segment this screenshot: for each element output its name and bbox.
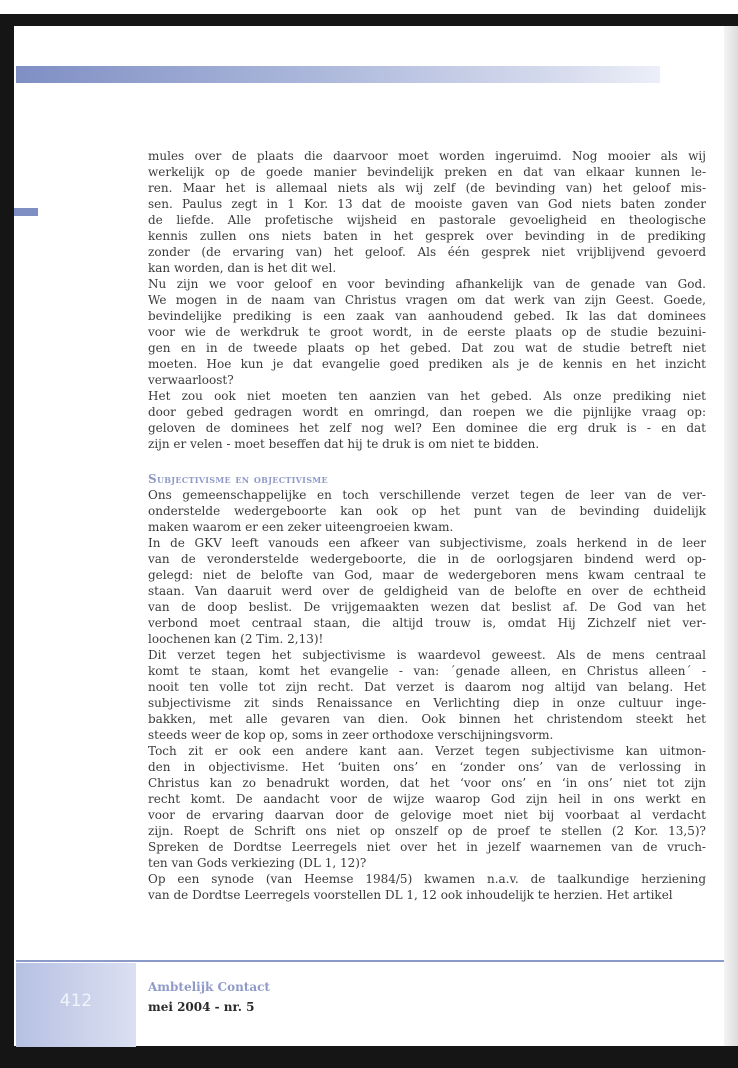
text-line: Nu zijn we voor geloof en voor bevinding afhankelijk van de genade van God. (148, 277, 706, 291)
text-line: van de doop beslist. De vrijgemaakten wezen dat beslist af. De God van het (148, 600, 706, 614)
text-line: loochenen kan (2 Tim. 2,13)! (148, 632, 324, 646)
paragraph (148, 871, 706, 903)
text-line: verbond moet centraal staan, die altijd trouw is, omdat Hij Zichzelf niet ver- (148, 616, 706, 630)
text-line: staan. Van daaruit werd over de geldigheid van de belofte en over de echtheid (148, 584, 706, 598)
scan-border-top (0, 14, 738, 26)
text-line: van de veronderstelde wedergeboorte, die in de oorlogsjaren bindend werd op- (148, 552, 706, 566)
paragraph (148, 388, 706, 452)
header-color-band (16, 66, 660, 83)
text-line: zijn er velen - moet beseffen dat hij te druk is om niet te bidden. (148, 437, 540, 451)
text-line: ren. Maar het is allemaal niets als wij zelf (de bevinding van) het geloof mis- (148, 181, 706, 195)
text-line: moeten. Hoe kun je dat evangelie goed prediken als je de kennis en het inzicht (148, 357, 706, 371)
text-line: bakken, met alle gevaren van dien. Ook binnen het christendom steekt het (148, 712, 706, 726)
text-line: Dit verzet tegen het subjectivisme is waardevol geweest. Als de mens centraal (148, 648, 706, 662)
text-line: voor de ervaring daarvan door de gelovige moet niet bij voorbaat al verdacht (148, 808, 706, 822)
text-line: Spreken de Dordtse Leerregels niet over het in jezelf waarnemen van de vruch- (148, 840, 706, 854)
text-line: ten van Gods verkiezing (DL 1, 12)? (148, 856, 367, 870)
paragraph (148, 487, 706, 535)
text-line: Het zou ook niet moeten ten aanzien van het gebed. Als onze prediking niet (148, 389, 706, 403)
paragraph (148, 743, 706, 871)
publication-name: Ambtelijk Contact (148, 980, 270, 994)
text-line: bevindelijke prediking is een zaak van aanhoudend gebed. Ik las dat dominees (148, 309, 706, 323)
text-line: zijn. Roept de Schrift ons niet op onszelf op de proef te stellen (2 Kor. 13,5)? (148, 824, 706, 838)
text-line: nooit ten volle tot zijn recht. Dat verzet is daarom nog altijd van belang. Het (148, 680, 706, 694)
text-line: maken waarom er een zeker uiteengroeien kwam. (148, 520, 454, 534)
paragraph (148, 647, 706, 743)
page-number-box (16, 963, 136, 1047)
text-line: kan worden, dan is het dit wel. (148, 261, 337, 275)
scan-border-bottom (0, 1046, 738, 1068)
text-line: van de Dordtse Leerregels voorstellen DL 1, 12 ook inhoudelijk te herzien. Het artikel (148, 888, 673, 902)
text-line: verwaarloost? (148, 373, 234, 387)
text-line: gelegd: niet de belofte van God, maar de wedergeboren mens kwam centraal te (148, 568, 706, 582)
text-line: sen. Paulus zegt in 1 Kor. 13 dat de mooiste gaven van God niets baten zonder (148, 197, 706, 211)
paragraphs-after-heading (148, 487, 706, 903)
article-body (148, 148, 706, 903)
paragraph (148, 535, 706, 647)
text-line: kennis zullen ons niets baten in het gesprek over bevinding in de prediking (148, 229, 706, 243)
text-line: Op een synode (van Heemse 1984/5) kwamen n.a.v. de taalkundige herziening (148, 872, 706, 886)
page-edge-right (724, 26, 738, 1046)
text-line: subjectivisme zit sinds Renaissance en Verlichting diep in onze cultuur inge- (148, 696, 706, 710)
text-line: Christus kan zo benadrukt worden, dat het ‘voor ons’ en ‘in ons’ niet tot zijn (148, 776, 706, 790)
paragraph (148, 276, 706, 388)
text-line: door gebed gedragen wordt en omringd, dan roepen we die pijnlijke vraag op: (148, 405, 706, 419)
text-line: zonder (de ervaring van) het geloof. Als één gesprek niet vrijblijvend gevoerd (148, 245, 706, 259)
page-number: 412 (59, 991, 93, 1011)
text-line: Ons gemeenschappelijke en toch verschillende verzet tegen de leer van de ver- (148, 488, 706, 502)
publication-issue: mei 2004 - nr. 5 (148, 1000, 255, 1014)
text-line: den in objectivisme. Het ‘buiten ons’ en ‘zonder ons’ van de verlossing in (148, 760, 706, 774)
footer-rule (16, 960, 724, 962)
text-line: onderstelde wedergeboorte kan ook op het punt van de bevinding duidelijk (148, 504, 706, 518)
text-line: voor wie de werkdruk te groot wordt, in de eerste plaats op de studie bezuini- (148, 325, 706, 339)
text-line: de liefde. Alle profetische wijsheid en pastorale gevoeligheid en theologische (148, 213, 706, 227)
text-line: Toch zit er ook een andere kant aan. Verzet tegen subjectivisme kan uitmon- (148, 744, 706, 758)
text-line: werkelijk op de goede manier bevindelijk preken en dat van elkaar kunnen le- (148, 165, 706, 179)
text-line: komt te staan, komt het evangelie - van: ´genade alleen, en Christus alleen´ - (148, 664, 706, 678)
text-line: gen en in de tweede plaats op het gebed. Dat zou wat de studie betreft niet (148, 341, 706, 355)
text-line: geloven de dominees het zelf nog wel? Een dominee die erg druk is - en dat (148, 421, 706, 435)
margin-marker (14, 208, 38, 216)
scan-border-left (0, 14, 14, 1049)
text-line: recht komt. De aandacht voor de wijze waarop God zijn heil in ons werkt en (148, 792, 706, 806)
text-line: In de GKV leeft vanouds een afkeer van subjectivisme, zoals herkend in de leer (148, 536, 706, 550)
text-line: We mogen in de naam van Christus vragen om dat werk van zijn Geest. Goede, (148, 293, 706, 307)
section-heading: Subjectivisme en objectivisme (148, 472, 328, 486)
text-line: steeds weer de kop op, soms in zeer orthodoxe verschijningsvorm. (148, 728, 554, 742)
paragraphs-before-heading (148, 148, 706, 452)
text-line: mules over de plaats die daarvoor moet worden ingeruimd. Nog mooier als wij (148, 149, 706, 163)
paragraph (148, 148, 706, 276)
